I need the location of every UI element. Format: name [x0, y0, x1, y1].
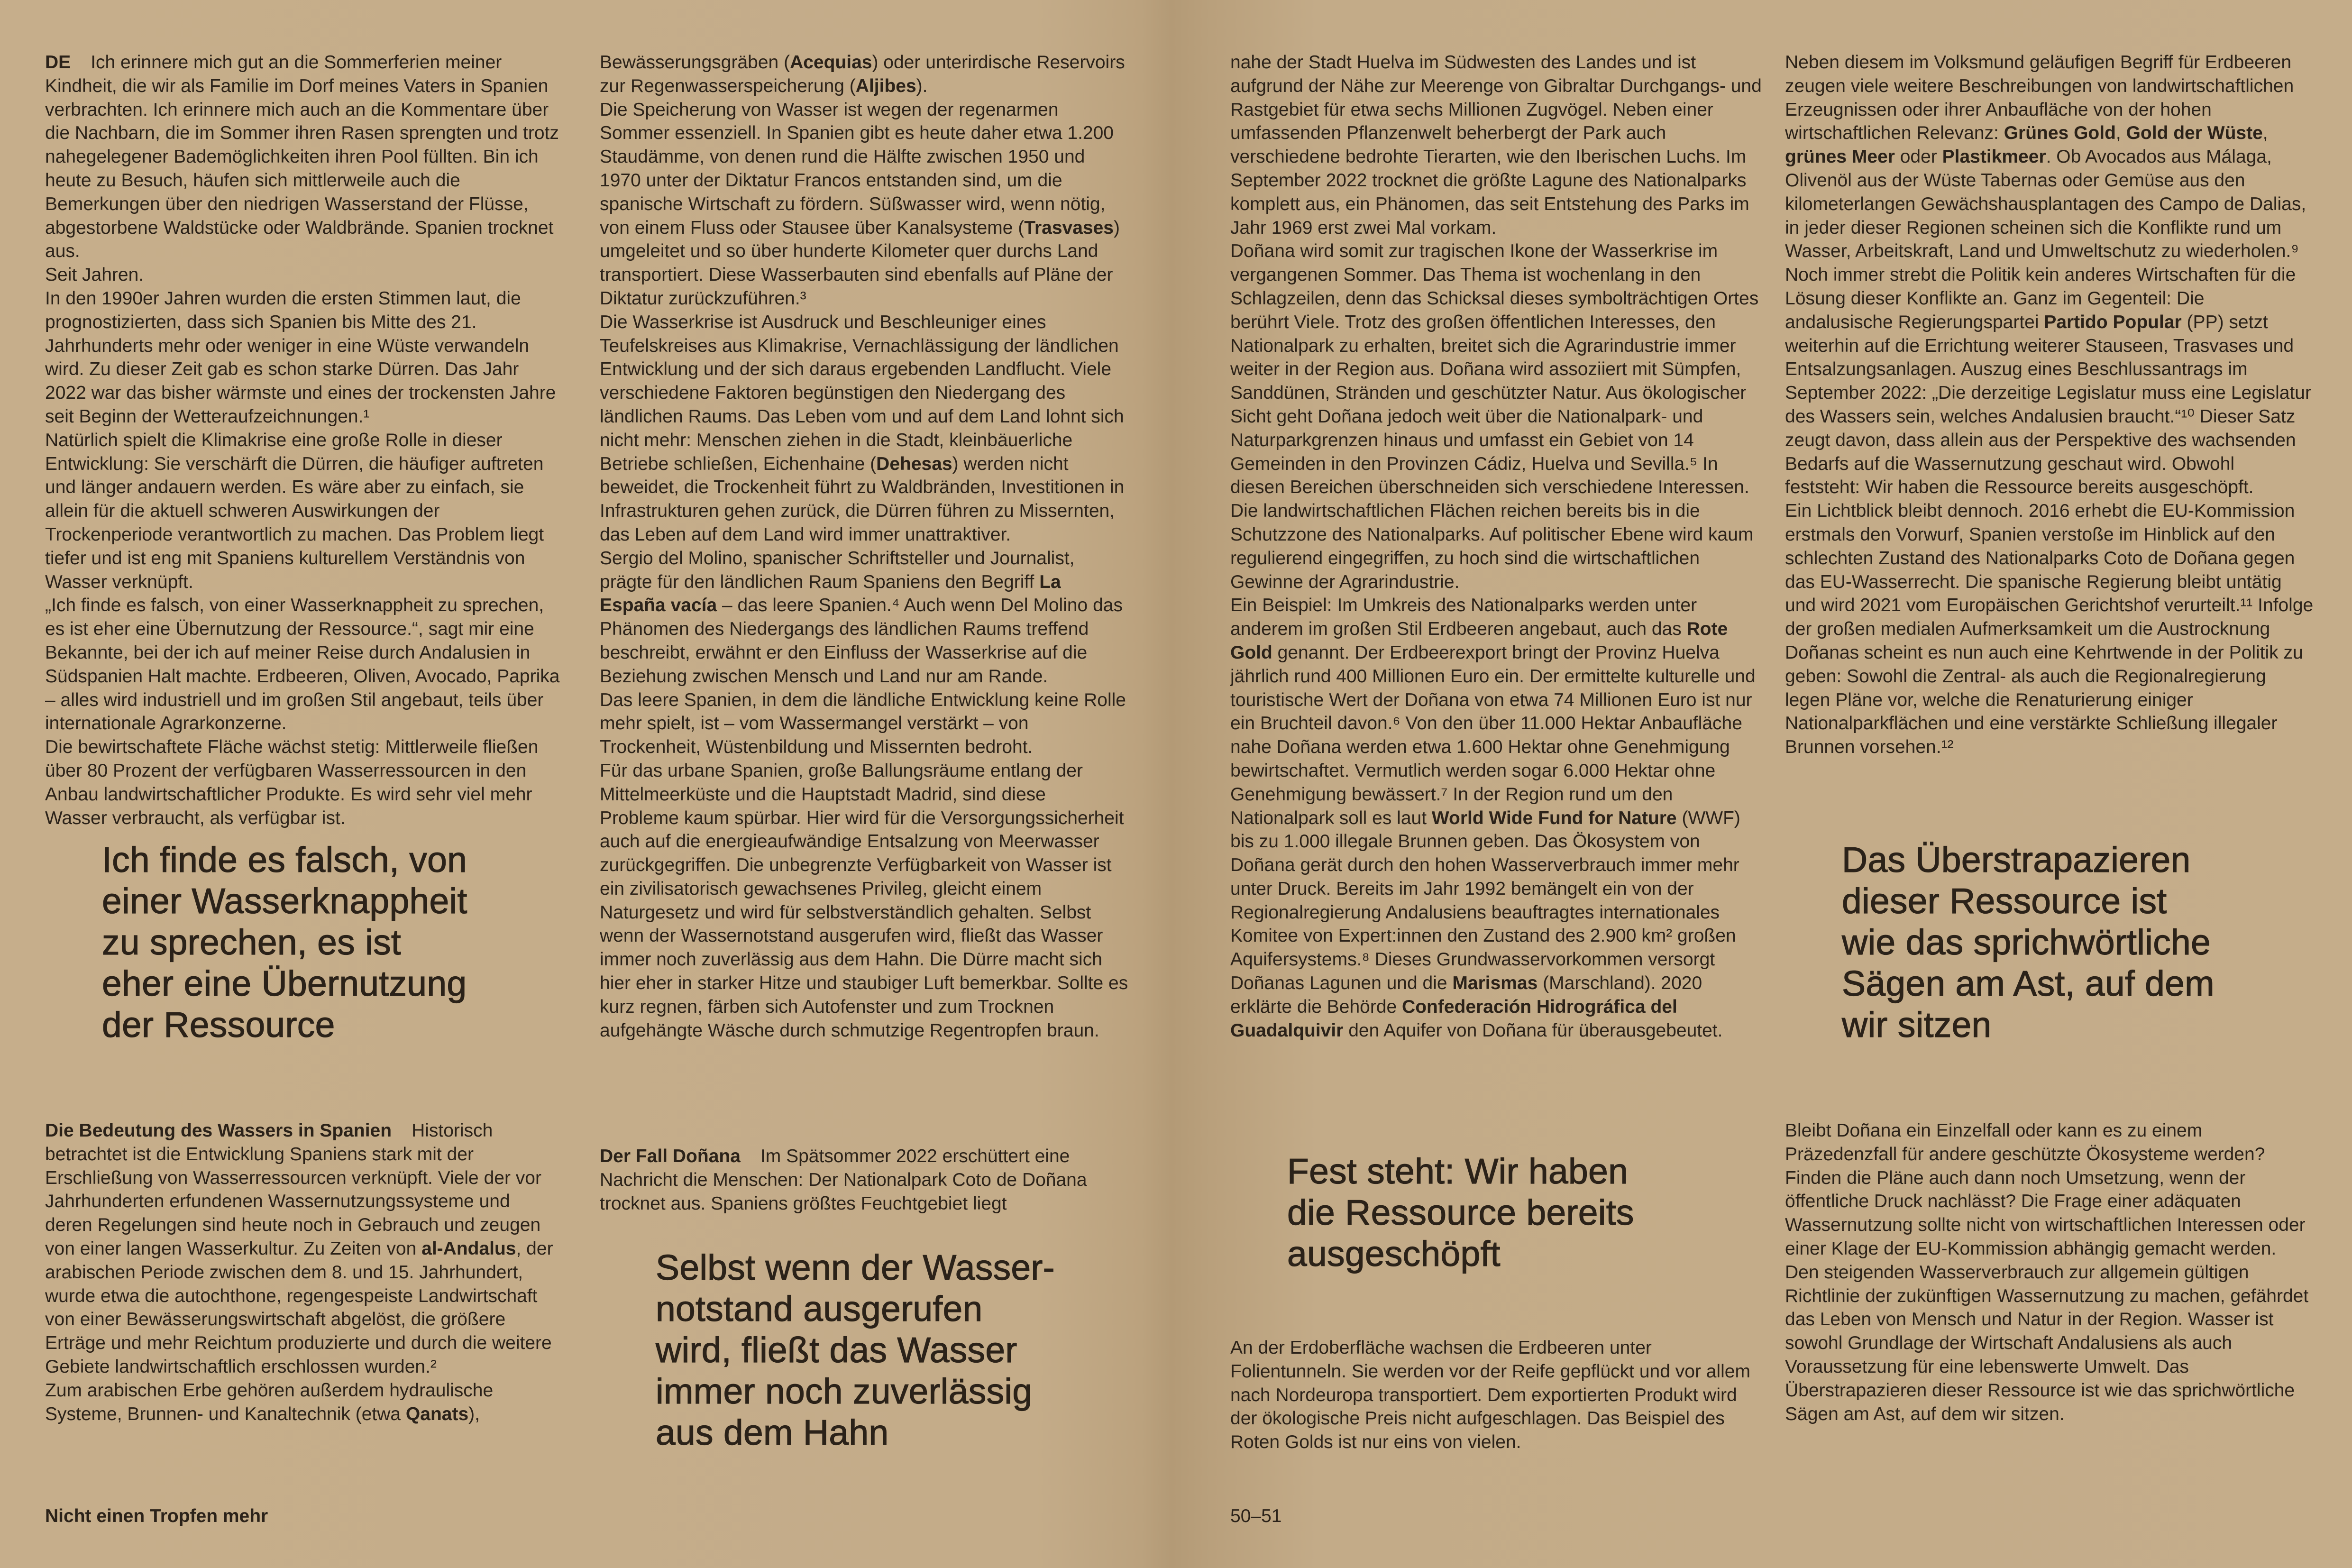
text-run: Die Wasserkrise ist Ausdruck und Beschleuniger eines Teufelskreises aus Klimakrise, Vernachlässigung der ländlichen Entwicklung und der sich daraus ergebenden Landflucht. Viele verschiedene Faktoren begünstigen den Niedergang des ländlichen Raums. Das Leben vom und auf dem Land lohnt sich nicht mehr: Menschen ziehen in die Stadt, kleinbäuerliche Betriebe schließen, Eichenhaine ( [600, 312, 1124, 474]
paragraph [600, 688, 1128, 759]
quote-line: ausgeschöpft [1287, 1234, 1501, 1274]
text-run: Noch immer strebt die Politik kein anderes Wirtschaften für die Lösung dieser Konflikte an. Ganz im Gegenteil: Die andalusische Regierungspartei [1785, 265, 2296, 332]
text-run: , [2262, 123, 2268, 144]
text-run: „Ich finde es falsch, von einer Wasserknappheit zu sprechen, es ist eher eine Übernutzung der Ressource.“, sagt mir eine Bekannte, bei der ich auf meiner Reise durch Andalusien in Südspanien Halt machte. Erdbeeren, Oliven, Avocado, Paprika – alles wird industriell und im großen Stil angebaut, teils über internationale Agrarkonzerne. [45, 595, 560, 734]
quote-line: Das Überstrapazieren [1842, 840, 2191, 880]
text-run: . Ob Avocados aus Málaga, Olivenöl aus der Wüste Tabernas oder Gemüse aus den kilometerlangen Gewächshausplantagen des Campo de Dalias, in jeder dieser Regionen scheinen sich die Konflikte rund um Wasser, Arbeitskraft, Land und Umweltschutz zu wiederholen.⁹ [1785, 147, 2306, 262]
text-run: Ich erinnere mich gut an die Sommerferien meiner Kindheit, die wir als Familie im Dorf meines Vaters in Spanien verbrachten. Ich erinnere mich auch an die Kommentare über die Nachbarn, die im Sommer ihren Rasen sprengten und trotz nahegelegener Bademöglichkeiten ihren Pool füllten. Bin ich heute zu Besuch, häufen sich mittlerweile auch die Bemerkungen über den niedrigen Wasserstand der Flüsse, abgestorbene Waldstücke oder Waldbrände. Spanien trocknet aus. [45, 52, 559, 262]
text-run: Die bewirtschaftete Fläche wächst stetig: Mittlerweile fließen über 80 Prozent der verfügbaren Wasserressourcen in den Anbau landwirtschaftlicher Produkte. Es wird sehr viel mehr Wasser verbraucht, als verfügbar ist. [45, 737, 539, 828]
text-run: nahe der Stadt Huelva im Südwesten des Landes und ist aufgrund der Nähe zur Meerenge von Gibraltar Durchgangs- und Rastgebiet für etwa sechs Millionen Zugvögel. Neben einer umfassenden Pflanzenwelt beherbergt der Park auch verschiedene bedrohte Tierarten, wie den Iberischen Luchs. Im September 2022 trocknet die größte Lagune des Nationalparks komplett aus, ein Phänomen, das seit Entstehung des Parks im Jahr 1969 erst zwei Mal vorkam. [1230, 52, 1762, 238]
text-run: (PP) setzt weiterhin auf die Errichtung weiterer Stauseen, Trasvases und Entsalzungsanlagen. Auszug eines Beschlussantrags im September 2022: „Die derzeitige Legislatur muss eine Legislatur des Wassers sein, welches Andalusien braucht.“¹⁰ Dieser Satz zeugt davon, dass allein aus der Perspektive des wachsenden Bedarfs auf die Wassernutzung geschaut wird. Obwohl feststeht: Wir haben die Ressource bereits ausgeschöpft. [1785, 312, 2311, 498]
bold-term: Trasvases [1024, 217, 1114, 238]
text-run: Seit Jahren. [45, 265, 144, 285]
quote-line: wir sitzen [1842, 1005, 1992, 1045]
bold-term: Rote Gold [1230, 619, 1728, 663]
section-heading: Der Fall Doñana [600, 1146, 741, 1166]
paragraph [45, 51, 562, 263]
pull-quote-1 [102, 839, 467, 1045]
paragraph [45, 1379, 562, 1426]
text-run: Historisch betrachtet ist die Entwicklung Spaniens stark mit der Erschließung von Wasserressourcen verknüpft. Viele der vor Jahrhunderten erfundenen Wassernutzungssysteme und deren Regelungen sind heute noch in Gebrauch und zeugen von einer langen Wasserkultur. Zu Zeiten von [45, 1120, 541, 1259]
language-label: DE [45, 52, 71, 73]
section-water-meaning [45, 1119, 562, 1426]
text-run: In den 1990er Jahren wurden die ersten Stimmen laut, die prognostizierten, dass sich Spanien bis Mitte des 21. Jahrhunderts mehr oder weniger in eine Wüste verwandeln wird. Zu dieser Zeit gab es schon starke Dürren. Das Jahr 2022 war das bisher wärmste und eines der trockensten Jahre seit Beginn der Wetteraufzeichnungen.¹ [45, 288, 556, 427]
paragraph [1785, 263, 2314, 499]
paragraph [45, 287, 562, 429]
paragraph [1230, 51, 1764, 239]
text-run: (WWF) bis zu 1.000 illegale Brunnen geben. Das Ökosystem von Doñana gerät durch den hohen Wasserverbrauch immer mehr unter Druck. Bereits im Jahr 1992 bemängelt ein von der Regionalregierung Andalusiens beauftragtes internationales Komitee von Expert:innen den Zustand des 2.900 km² großen Aquifersystems.⁸ Dieses Grundwasservorkommen versorgt Doñanas Lagunen und die [1230, 807, 1740, 994]
paragraph [45, 263, 562, 287]
text-run: ) umgeleitet und so über hunderte Kilometer quer durchs Land transportiert. Diese Wasserbauten sind ebenfalls auf Pläne der Diktatur zurückzuführen.³ [600, 217, 1120, 309]
paragraph [600, 51, 1128, 98]
bold-term: Partido Popular [2044, 312, 2182, 332]
quote-line: zu sprechen, es ist [102, 922, 402, 962]
quote-line: die Ressource bereits [1287, 1192, 1634, 1232]
column-1-body [45, 51, 562, 830]
text-run: , [2115, 123, 2126, 144]
paragraph [1785, 499, 2314, 759]
paragraph [45, 594, 562, 735]
text-run: Sergio del Molino, spanischer Schriftsteller und Journalist, prägte für den ländlichen Raum Spaniens den Begriff [600, 548, 1075, 592]
bold-term: La España vacía [600, 571, 1061, 616]
bold-term: Confederación Hidrográfica del Guadalquivir [1230, 996, 1677, 1041]
quote-line: dieser Ressource ist [1842, 881, 2167, 921]
section-heading: Die Bedeutung des Wassers in Spanien [45, 1120, 392, 1141]
text-run: Zum arabischen Erbe gehören außerdem hydraulische Systeme, Brunnen- und Kanaltechnik (etwa [45, 1380, 494, 1424]
pull-quote-4 [1842, 839, 2215, 1045]
running-title: Nicht einen Tropfen mehr [45, 1506, 268, 1526]
bold-term: Dehesas [876, 453, 952, 474]
text-run: An der Erdoberfläche wachsen die Erdbeeren unter Folientunneln. Sie werden vor der Reife gepflückt und vor allem nach Nordeuropa transportiert. Dem exportierten Produkt wird der ökologische Preis nicht aufgeschlagen. Das Beispiel des Roten Golds ist nur eins von vielen. [1230, 1338, 1750, 1453]
quote-line: aus dem Hahn [656, 1412, 889, 1452]
quote-line: wie das sprichwörtliche [1842, 922, 2211, 962]
text-run: oder [1894, 147, 1942, 167]
text-run: Das leere Spanien, in dem die ländliche Entwicklung keine Rolle mehr spielt, ist – vom Wassermangel verstärkt – von Trockenheit, Wüstenbildung und Missernten bedroht. [600, 689, 1126, 758]
bold-term: al-Andalus [421, 1238, 516, 1259]
text-run: Für das urbane Spanien, große Ballungsräume entlang der Mittelmeerküste und die Hauptstadt Madrid, sind diese Probleme kaum spürbar. Hier wird für die Versorgungssicherheit auch auf die energieaufwändige Entsalzung von Meerwasser zurückgegriffen. Die unbegrenzte Verfügbarkeit von Wasser ist ein zivilisatorisch gewachsenes Privileg, gleicht einem Naturgesetz und wird für selbstverständlich gehalten. Selbst wenn der Wassernotstand ausgerufen wird, fließt das Wasser immer noch zuverlässig aus dem Hahn. Die Dürre macht sich hier eher in starker Hitze und staubiger Luft bemerkbar. Sollte es kurz regnen, färben sich Autofenster und zum Trocknen aufgehängte Wäsche durch schmutzige Regentropfen braun. [600, 760, 1128, 1041]
pull-quote-2 [656, 1247, 1055, 1453]
paragraph [1230, 239, 1764, 594]
text-run: ) werden nicht beweidet, die Trockenheit führt zu Waldbränden, Investitionen in Infrastrukturen gehen zurück, die Dürren führen zu Missernten, das Leben auf dem Land wird immer unattraktiver. [600, 453, 1125, 545]
bold-term: Plastikmeer [1942, 147, 2046, 167]
column-2-body [600, 51, 1128, 1042]
text-run: Ein Beispiel: Im Umkreis des Nationalparks werden unter anderem im großen Stil Erdbeeren angebaut, auch das [1230, 595, 1697, 640]
quote-line: der Ressource [102, 1005, 335, 1045]
bold-term: Marismas [1452, 973, 1538, 994]
text-run: Doñana wird somit zur tragischen Ikone der Wasserkrise im vergangenen Sommer. Das Thema ist wochenlang in den Schlagzeilen, denn das Schicksal dieses symbolträchtigen Ortes berührt Viele. Trotz des großen öffentlichen Interesses, den Nationalpark zu erhalten, breitet sich die Agrarindustrie immer weiter in der Region aus. Doñana wird assoziiert mit Sümpfen, Sanddünen, Stränden und geschützter Natur. Aus ökologischer Sicht geht Doñana jedoch weit über die Nationalpark- und Naturparkgrenzen hinaus und umfasst ein Gebiet von 14 Gemeinden in den Provinzen Cádiz, Huelva und Sevilla.⁵ In diesen Bereichen überschneiden sich verschiedene Interessen. Die landwirtschaftlichen Flächen reichen bereits bis in die Schutzzone des Nationalparks. Auf politischer Ebene wird kaum regulierend eingegriffen, zu hoch sind die wirtschaftlichen Gewinne der Agrarindustrie. [1230, 241, 1759, 592]
paragraph [1785, 51, 2314, 263]
bold-term: grünes Meer [1785, 147, 1895, 167]
bold-term: Gold der Wüste [2126, 123, 2263, 144]
column-4-body [1785, 51, 2314, 759]
paragraph [600, 1145, 1128, 1215]
text-run: ). [916, 75, 928, 96]
text-run: Bleibt Doñana ein Einzelfall oder kann es zu einem Präzedenzfall für andere geschützte Ökosysteme werden? Finden die Pläne auch dann noch Umsetzung, wenn der öffentliche Druck nachlässt? Die Frage einer adäquaten Wassernutzung sollte nicht von wirtschaftlichen Interessen oder einer Klage der EU-Kommission abhängig gemacht werden. Den steigenden Wasserverbrauch zur allgemein gültigen Richtlinie der zukünftigen Wassernutzung zu machen, gefährdet das Leben von Mensch und Natur in der Region. Wasser ist sowohl Grundlage der Wirtschaft Andalusiens als auch Voraussetzung für eine lebenswerte Umwelt. Das Überstrapazieren dieser Ressource ist wie das sprichwörtliche Sägen am Ast, auf dem wir sitzen. [1785, 1120, 2309, 1424]
text-run: – das leere Spanien.⁴ Auch wenn Del Molino das Phänomen des Niedergangs des ländlichen Raums treffend beschreibt, erwähnt er den Einfluss der Wasserkrise auf die Beziehung zwischen Mensch und Land nur am Rande. [600, 595, 1123, 687]
paragraph [600, 98, 1128, 311]
closing-paragraph [1785, 1119, 2314, 1426]
paragraph [1785, 1119, 2314, 1426]
paragraph [600, 759, 1128, 1043]
section-donana [600, 1145, 1128, 1215]
bold-term: Aljibes [855, 75, 916, 96]
paragraph [1230, 1336, 1764, 1454]
quote-line: immer noch zuverlässig [656, 1371, 1033, 1411]
quote-line: Selbst wenn der Wasser- [656, 1247, 1055, 1287]
paragraph [600, 311, 1128, 547]
text-run: ), [468, 1403, 480, 1424]
bold-term: Grünes Gold [2004, 123, 2116, 144]
bold-term: World Wide Fund for Nature [1431, 807, 1677, 828]
text-run: , der arabischen Periode zwischen dem 8. und 15. Jahrhundert, wurde etwa die autochthone, regengespeiste Landwirtschaft von einer Bewässerungswirtschaft abgelöst, die größere Erträge und mehr Reichtum produzierte und durch die weitere Gebiete landwirtschaftlich erschlossen wurden.² [45, 1238, 553, 1377]
text-run: (Marschland). 2020 erklärte die Behörde [1230, 973, 1702, 1017]
bold-term: Acequias [790, 52, 872, 73]
paragraph [1230, 594, 1764, 1042]
quote-line: einer Wasserknappheit [102, 881, 467, 921]
bold-term: Qanats [405, 1403, 469, 1424]
text-run: den Aquifer von Doñana für überausgebeutet. [1343, 1020, 1723, 1041]
page-numbers: 50–51 [1230, 1506, 1282, 1526]
text-run: Neben diesem im Volksmund geläufigen Begriff für Erdbeeren zeugen viele weitere Beschreibungen von landwirtschaftlichen Erzeugnissen oder ihrer Anbaufläche von der hohen wirtschaftlichen Relevanz: [1785, 52, 2294, 144]
paragraph [600, 547, 1128, 688]
quote-line: notstand ausgerufen [656, 1289, 983, 1329]
paragraph [45, 735, 562, 830]
quote-line: eher eine Übernutzung [102, 963, 467, 1003]
text-run: genannt. Der Erdbeerexport bringt der Provinz Huelva jährlich rund 400 Millionen Euro ein. Der ermittelte kulturelle und touristische Wert der Doñana von etwa 74 Millionen Euro ist nur ein Bruchteil davon.⁶ Von den über 11.000 Hektar Anbaufläche nahe Doñana werden etwa 1.600 Hektar ohne Genehmigung bewirtschaftet. Vermutlich werden sogar 6.000 Hektar ohne Genehmigung bewässert.⁷ In der Region rund um den Nationalpark soll es laut [1230, 642, 1756, 828]
text-run: Ein Lichtblick bleibt dennoch. 2016 erhebt die EU-Kommission erstmals den Vorwurf, Spanien verstoße im Hinblick auf den schlechten Zustand des Nationalparks Coto de Doñana gegen das EU-Wasserrecht. Die spanische Regierung bleibt untätig und wird 2021 vom Europäischen Gerichtshof verurteilt.¹¹ Infolge der großen medialen Aufmerksamkeit um die Austrocknung Doñanas scheint es nun auch eine Kehrtwende in der Politik zu geben: Sowohl die Zentral- als auch die Regionalregierung legen Pläne vor, welche die Renaturierung einiger Nationalparkflächen und eine verstärkte Schließung illegaler Brunnen vorsehen.¹² [1785, 501, 2314, 758]
text-run: Im Spätsommer 2022 erschüttert eine Nachricht die Menschen: Der Nationalpark Coto de Doñana trocknet aus. Spaniens größtes Feuchtgebiet liegt [600, 1146, 1087, 1214]
pull-quote-3 [1287, 1151, 1634, 1275]
quote-line: wird, fließt das Wasser [656, 1330, 1017, 1370]
quote-line: Sägen am Ast, auf dem [1842, 963, 2215, 1003]
quote-line: Fest steht: Wir haben [1287, 1151, 1629, 1191]
image-caption [1230, 1336, 1764, 1454]
text-run: Natürlich spielt die Klimakrise eine große Rolle in dieser Entwicklung: Sie verschärft die Dürren, die häufiger auftreten und länger andauern werden. Es wäre aber zu einfach, sie allein für die aktuell schweren Auswirkungen der Trockenperiode verantwortlich zu machen. Das Problem liegt tiefer und ist eng mit Spaniens kulturellem Verständnis von Wasser verknüpft. [45, 430, 544, 592]
text-run: ) oder unterirdische Reservoirs zur Regenwasserspeicherung ( [600, 52, 1125, 96]
paragraph [45, 429, 562, 594]
paragraph [45, 1119, 562, 1379]
text-run: Die Speicherung von Wasser ist wegen der regenarmen Sommer essenziell. In Spanien gibt es heute daher etwa 1.200 Staudämme, von denen rund die Hälfte zwischen 1950 und 1970 unter der Diktatur Francos entstanden sind, um die spanische Wirtschaft zu fördern. Süßwasser wird, wenn nötig, von einem Fluss oder Stausee über Kanalsysteme ( [600, 99, 1114, 238]
text-run: Bewässerungsgräben ( [600, 52, 790, 73]
column-3-body [1230, 51, 1764, 1042]
quote-line: Ich finde es falsch, von [102, 840, 467, 880]
